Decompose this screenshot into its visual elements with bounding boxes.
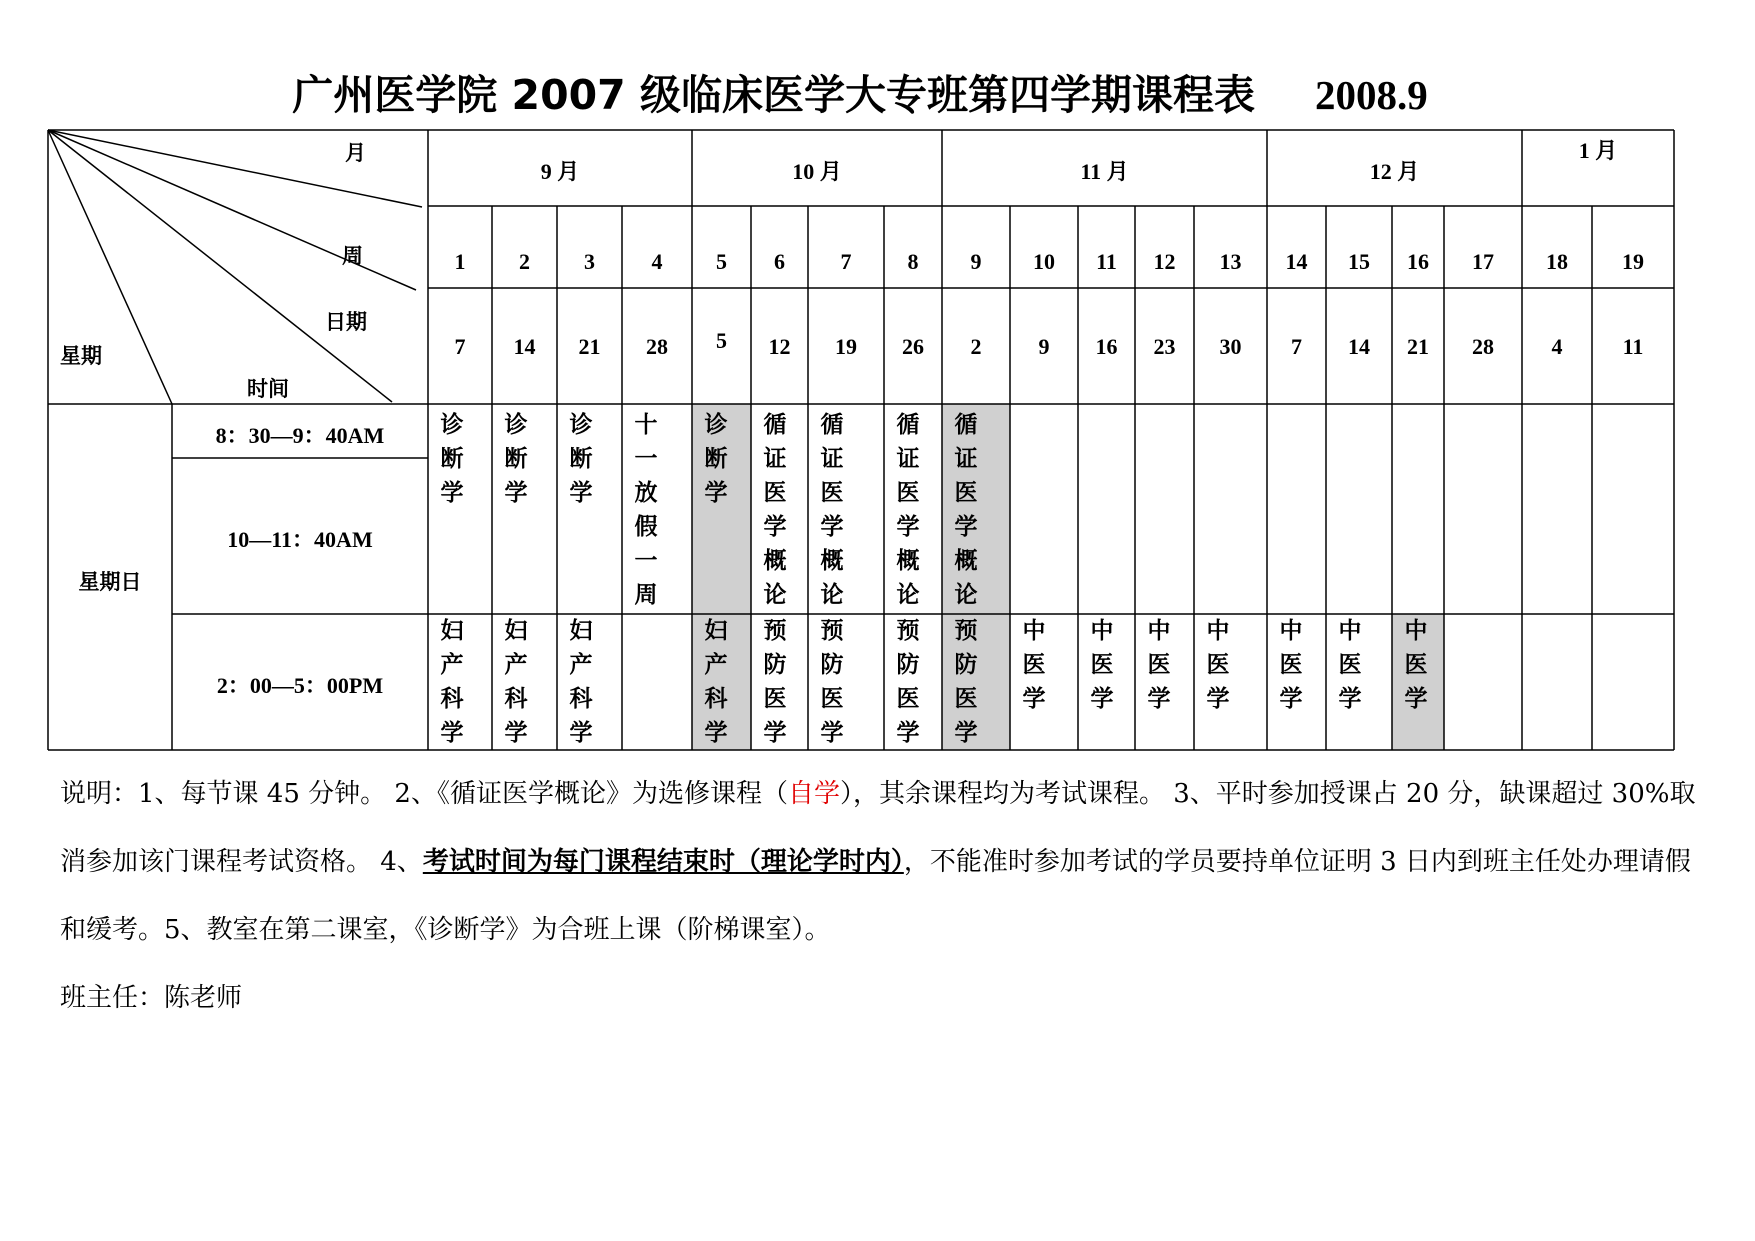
date-number: 14 xyxy=(1348,334,1370,359)
date-number: 21 xyxy=(578,334,601,359)
day-label-sunday: 星期日 xyxy=(78,570,142,594)
week-number: 9 xyxy=(970,249,982,274)
time-slot-1: 8：30—9：40AM xyxy=(215,423,385,448)
date-number: 14 xyxy=(513,334,536,359)
course-afternoon: 中医学 xyxy=(1206,618,1230,712)
week-number: 2 xyxy=(519,249,530,274)
course-afternoon: 预防医学 xyxy=(820,618,844,746)
week-number: 1 xyxy=(454,249,466,274)
date-number: 5 xyxy=(716,328,727,353)
week-number: 12 xyxy=(1153,249,1176,274)
month-label: 12 月 xyxy=(1369,159,1420,184)
date-number: 11 xyxy=(1622,334,1644,359)
week-number: 14 xyxy=(1285,249,1308,274)
time-slot-2: 10—11：40AM xyxy=(227,527,373,552)
week-number: 13 xyxy=(1219,249,1242,274)
month-label: 9 月 xyxy=(540,159,580,184)
corner-weekday-label: 星期 xyxy=(60,344,102,368)
corner-date-label: 日期 xyxy=(325,310,367,334)
course-afternoon: 中医学 xyxy=(1279,618,1303,712)
notes-text-1: 说明：1、每节课 45 分钟。 2、《循证医学概论》为选修课程（ xyxy=(60,779,788,809)
course-morning: 诊断学 xyxy=(504,412,528,506)
date-number: 2 xyxy=(970,334,982,359)
date-number: 16 xyxy=(1095,334,1118,359)
week-number: 10 xyxy=(1033,249,1055,274)
date-number: 23 xyxy=(1153,334,1176,359)
corner-month-label: 月 xyxy=(345,141,366,165)
date-number: 19 xyxy=(835,334,857,359)
notes-text-2: ），其余课程均为考试课程。 3、平时参加授课占 20 分，缺课超过 30%取消参加该门课程考试资格。 4、 xyxy=(60,779,1696,877)
date-number: 9 xyxy=(1038,334,1050,359)
course-afternoon: 妇产科学 xyxy=(440,618,464,746)
course-afternoon: 预防医学 xyxy=(896,618,920,746)
course-morning: 诊断学 xyxy=(440,412,464,506)
week-number: 11 xyxy=(1096,249,1117,274)
course-afternoon: 中医学 xyxy=(1404,618,1428,712)
week-number: 6 xyxy=(774,249,785,274)
week-number: 19 xyxy=(1622,249,1644,274)
corner-week-label: 周 xyxy=(342,244,363,268)
notes-exam-time: 考试时间为每门课程结束时（理论学时内） xyxy=(422,847,904,877)
course-morning: 诊断学 xyxy=(569,412,593,506)
week-number: 8 xyxy=(907,249,919,274)
date-number: 28 xyxy=(646,334,668,359)
week-number: 4 xyxy=(651,249,663,274)
course-afternoon: 妇产科学 xyxy=(569,618,593,746)
month-label: 11 月 xyxy=(1080,159,1129,184)
notes-text-3: ，不能准时参加考试的学员要持单位证明 3 日内到班主任处办理请假和缓考。5、教室在第二课室，《诊断学》为合班上课（阶梯课室）。 xyxy=(60,847,1691,945)
date-number: 26 xyxy=(902,334,924,359)
notes-paragraph xyxy=(60,760,1700,964)
date-number: 30 xyxy=(1219,334,1242,359)
week-number: 5 xyxy=(716,249,727,274)
date-number: 4 xyxy=(1551,334,1563,359)
week-number: 17 xyxy=(1472,249,1494,274)
date-number: 7 xyxy=(454,334,466,359)
corner-time-label: 时间 xyxy=(247,377,289,401)
date-number: 7 xyxy=(1291,334,1302,359)
course-afternoon: 预防医学 xyxy=(954,618,978,746)
course-afternoon: 中医学 xyxy=(1022,618,1046,712)
week-number: 18 xyxy=(1546,249,1568,274)
course-afternoon: 妇产科学 xyxy=(504,618,528,746)
course-morning: 循证医学概论 xyxy=(896,412,920,608)
week-number: 15 xyxy=(1348,249,1370,274)
notes-section xyxy=(60,760,1700,1032)
course-afternoon: 中医学 xyxy=(1338,618,1362,712)
notes-highlight-self-study: 自学 xyxy=(787,779,840,809)
head-teacher: 班主任：陈老师 xyxy=(60,983,243,1013)
month-label: 1 月 xyxy=(1578,138,1618,163)
course-afternoon: 中医学 xyxy=(1090,618,1114,712)
date-number: 12 xyxy=(768,334,791,359)
course-afternoon: 中医学 xyxy=(1147,618,1171,712)
title-main: 广州医学院 2007 级临床医学大专班第四学期课程表 xyxy=(292,71,1255,119)
title-date: 2008.9 xyxy=(1314,72,1428,118)
date-number: 28 xyxy=(1472,334,1494,359)
month-label: 10 月 xyxy=(792,159,842,184)
week-number: 3 xyxy=(584,249,595,274)
time-slot-3: 2：00—5：00PM xyxy=(216,673,384,698)
course-morning: 循证医学概论 xyxy=(954,412,978,608)
course-afternoon: 预防医学 xyxy=(763,618,787,746)
course-morning: 诊断学 xyxy=(704,412,728,506)
date-number: 21 xyxy=(1407,334,1429,359)
week-number: 16 xyxy=(1407,249,1429,274)
course-morning: 循证医学概论 xyxy=(820,412,844,608)
course-morning: 循证医学概论 xyxy=(763,412,787,608)
course-morning: 十一放假一周 xyxy=(634,412,658,608)
course-afternoon: 妇产科学 xyxy=(704,618,728,746)
week-number: 7 xyxy=(840,249,852,274)
